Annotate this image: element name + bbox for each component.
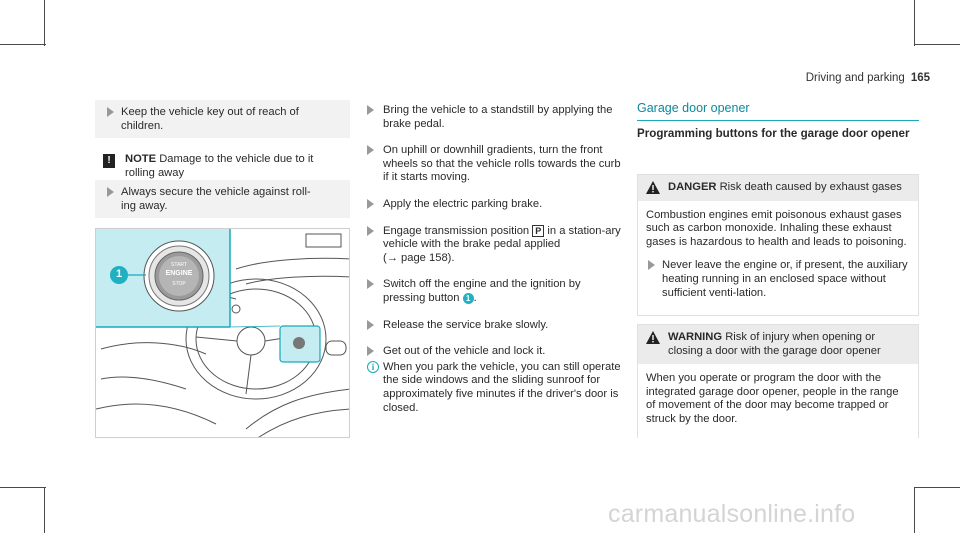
button-label-stop: STOP xyxy=(172,281,186,287)
danger-label: DANGER xyxy=(668,181,717,193)
crop-mark xyxy=(914,0,915,46)
info-icon: i xyxy=(367,361,379,373)
crop-mark xyxy=(0,487,46,488)
note-text: Damage to the vehicle due to it rolling away xyxy=(125,153,314,179)
note-box xyxy=(95,148,350,180)
step-text: Bring the vehicle to a standstill by applying the brake pedal. xyxy=(383,104,613,130)
danger-step xyxy=(646,259,910,300)
bullet-arrow-icon xyxy=(367,346,374,356)
crop-mark xyxy=(914,44,960,45)
bullet-arrow-icon xyxy=(367,226,374,236)
step-text-cont: in a station-ary vehicle with the brake pedal applied xyxy=(383,224,621,251)
step-text: Release the service brake slowly. xyxy=(383,318,549,331)
warning-heading: Risk of injury when opening or closing a door with the garage door opener xyxy=(668,331,881,357)
step-item xyxy=(367,198,623,212)
subsection-title: Programming buttons for the garage door opener xyxy=(637,127,910,140)
bullet-arrow-icon xyxy=(367,199,374,209)
crop-mark xyxy=(44,487,45,533)
step-item xyxy=(367,345,623,359)
bullet-arrow-icon xyxy=(648,260,655,270)
crop-mark xyxy=(0,44,46,45)
bullet-text: Keep the vehicle key out of reach of children. xyxy=(121,106,299,132)
bullet-box-secure xyxy=(95,180,350,218)
warning-label: WARNING xyxy=(668,331,723,343)
button-marker-1: 1 xyxy=(463,293,474,304)
bullet-arrow-icon xyxy=(367,279,374,289)
danger-text: Combustion engines emit poisonous exhaust gases such as carbon monoxide. Inhaling these exhaust gases is hazardous to health and leads to poisoning. xyxy=(646,208,907,248)
bullet-box-keep-key xyxy=(95,100,350,138)
page-reference-link[interactable]: (→ page 158). xyxy=(383,251,455,264)
step-text: Engage transmission position xyxy=(383,224,530,237)
info-text: When you park the vehicle, you can still operate the side windows and the sliding sunroof for approximately five minutes if the driver's door is closed. xyxy=(383,360,621,414)
crop-mark xyxy=(914,487,915,533)
step-item xyxy=(367,144,623,185)
dashboard-drawing xyxy=(96,229,350,438)
step-text: Get out of the vehicle and lock it. xyxy=(383,345,546,358)
bullet-arrow-icon xyxy=(107,187,114,197)
crop-mark xyxy=(914,487,960,488)
danger-header xyxy=(638,175,918,201)
note-label: NOTE xyxy=(125,153,157,165)
note-exclamation-icon: ! xyxy=(103,154,115,168)
warning-triangle-icon xyxy=(646,181,660,194)
warning-header xyxy=(638,325,918,364)
step-item: Switch off the engine and the ignition by pressing button 1 . xyxy=(367,278,623,305)
bullet-arrow-icon xyxy=(367,320,374,330)
warning-text: When you operate or program the door with the integrated garage door opener, people in the range of movement of the door may become trapped or struck by the door. xyxy=(646,372,899,425)
bullet-arrow-icon xyxy=(107,107,114,117)
start-stop-illustration xyxy=(95,228,350,438)
parking-steps xyxy=(367,104,623,424)
step-item xyxy=(367,104,623,131)
bullet-text: Always secure the vehicle against roll-ing away. xyxy=(121,186,311,212)
bullet-arrow-icon xyxy=(367,145,374,155)
page-header xyxy=(806,72,930,86)
step-text: On uphill or downhill gradients, turn the front wheels so that the vehicle rolls towards the curb if it starts moving. xyxy=(383,144,621,184)
gear-p-symbol: P xyxy=(532,225,544,237)
section-name: Driving and parking xyxy=(805,72,905,84)
warning-body xyxy=(638,364,918,434)
danger-box xyxy=(637,174,919,316)
danger-body xyxy=(638,201,918,309)
page-number: 165 xyxy=(910,72,930,84)
step-text: Switch off the engine and the ignition by pressing button xyxy=(383,278,581,304)
step-text: Apply the electric parking brake. xyxy=(383,197,543,210)
info-note xyxy=(367,361,623,415)
section-title: Garage door opener xyxy=(637,102,919,121)
bullet-arrow-icon xyxy=(367,105,374,115)
warning-triangle-icon xyxy=(646,331,660,344)
step-item xyxy=(367,319,623,333)
crop-mark xyxy=(44,0,45,46)
danger-heading: Risk death caused by exhaust gases xyxy=(719,181,902,193)
step-item xyxy=(367,225,623,266)
button-label-engine: ENGINE xyxy=(165,270,193,277)
callout-1: 1 xyxy=(115,268,123,280)
watermark: carmanualsonline.info xyxy=(608,500,856,528)
warning-box xyxy=(637,324,919,438)
button-label-start: START xyxy=(171,262,187,268)
danger-step-text: Never leave the engine or, if present, the auxiliary heating running in an enclosed space without sufficient venti-lation. xyxy=(662,259,908,299)
